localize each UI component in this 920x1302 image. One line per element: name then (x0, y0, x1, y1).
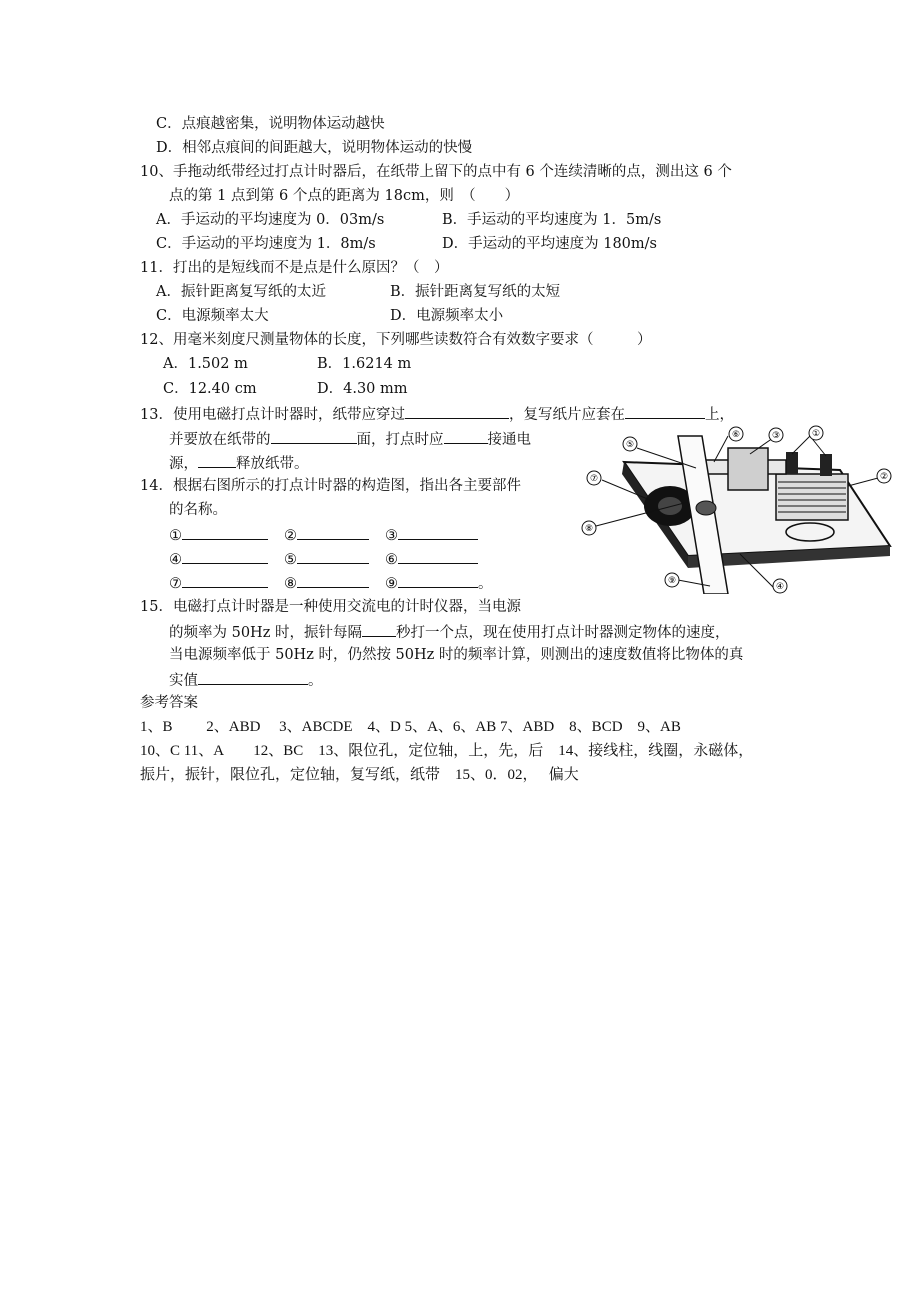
q14-num-2: ② (284, 528, 297, 544)
q14-blank-5[interactable] (297, 548, 369, 564)
answers-line3: 振片，振针，限位孔，定位轴，复写纸，纸带 15、0．02， 偏大 (140, 767, 579, 783)
q13-text-3: 上， (704, 407, 734, 423)
positioning-block (728, 448, 768, 490)
q10-option-c: C．手运动的平均速度为 1．8m/s (156, 236, 376, 252)
diagram-label-5: ⑤ (625, 440, 635, 450)
q12-option-a: A．1.502 m (163, 356, 248, 372)
q14-num-5: ⑤ (284, 552, 297, 568)
terminal-post-left (786, 452, 798, 474)
q14-num-9: ⑨ (385, 576, 398, 592)
coil (776, 474, 848, 520)
q14-blank-8[interactable] (297, 572, 369, 588)
q14-blank-4[interactable] (182, 548, 268, 564)
q10-stem-line2: 点的第 1 点到第 6 个点的距离为 18cm，则 （ ） (169, 188, 520, 204)
diagram-label-9: ⑨ (667, 576, 677, 586)
answers-line1: 1、B 2、ABD 3、ABCDE 4、D 5、A、6、AB 7、ABD 8、BCD 9、AB (140, 719, 681, 735)
carbon-paper-disc (696, 501, 716, 515)
q13-text-6: 接通电 (487, 432, 531, 448)
q15-text-5: 实值 (169, 673, 198, 689)
q15-line3: 当电源频率低于 50Hz 时，仍然按 50Hz 时的频率计算，则测出的速度数值将比物体的真 (169, 647, 744, 663)
q10-stem-line1: 10、手拖动纸带经过打点计时器后，在纸带上留下的点中有 6 个连续清晰的点，测出这 6 个 (140, 164, 732, 180)
q14-blank-7[interactable] (182, 572, 268, 588)
q13-line2 (169, 428, 531, 450)
diagram-label-7: ⑦ (589, 474, 599, 484)
q14-num-3: ③ (385, 528, 398, 544)
q11-option-b: B．振针距离复写纸的太短 (390, 284, 561, 300)
q13-blank-5[interactable] (198, 452, 236, 468)
q15-text-3: 秒打一个点，现在使用打点计时器测定物体的速度， (395, 625, 730, 641)
terminal-post-right (820, 454, 832, 476)
q14-num-7: ⑦ (169, 576, 182, 592)
diagram-label-4: ④ (775, 582, 785, 592)
q14-answers-row2 (169, 548, 478, 570)
q11-option-a: A．振针距离复写纸的太近 (156, 284, 326, 300)
q13-text-4: 并要放在纸带的 (169, 432, 271, 448)
q13-text-1: 13．使用电磁打点计时器时，纸带应穿过 (140, 407, 405, 423)
q15-blank-2[interactable] (198, 669, 308, 685)
q10-option-a: A．手运动的平均速度为 0．03m/s (156, 212, 385, 228)
q13-blank-4[interactable] (444, 428, 488, 444)
q14-stem-line2: 的名称。 (169, 502, 227, 518)
q14-num-4: ④ (169, 552, 182, 568)
q15-line1: 15．电磁打点计时器是一种使用交流电的计时仪器，当电源 (140, 599, 521, 615)
q11-stem: 11．打出的是短线而不是点是什么原因？（ ） (140, 260, 449, 276)
q13-line3 (169, 452, 309, 474)
q9-option-c: C．点痕越密集，说明物体运动越快 (156, 116, 385, 132)
q14-num-1: ① (169, 528, 182, 544)
q14-blank-9[interactable] (398, 572, 478, 588)
q14-answers-row1 (169, 524, 478, 546)
q11-option-d: D．电源频率太小 (390, 308, 504, 324)
q13-blank-1[interactable] (405, 403, 509, 419)
q12-stem: 12、用毫米刻度尺测量物体的长度，下列哪些读数符合有效数字要求（ ） (140, 332, 652, 348)
q14-blank-2[interactable] (297, 524, 369, 540)
q13-text-8: 释放纸带。 (236, 456, 309, 472)
answers-title: 参考答案 (140, 695, 198, 711)
diagram-label-6: ⑥ (731, 430, 741, 440)
q14-blank-3[interactable] (398, 524, 478, 540)
q13-text-7: 源， (169, 456, 198, 472)
q15-line4 (169, 669, 323, 691)
q14-num-8: ⑧ (284, 576, 297, 592)
q13-text-2: ，复写纸片应套在 (508, 407, 625, 423)
q15-blank-1[interactable] (362, 621, 396, 637)
q14-num-6: ⑥ (385, 552, 398, 568)
q10-option-d: D．手运动的平均速度为 180m/s (442, 236, 657, 252)
diagram-label-2: ② (879, 472, 889, 482)
q14-blank-6[interactable] (398, 548, 478, 564)
q12-option-d: D．4.30 mm (317, 381, 408, 397)
q14-answers-row3 (169, 572, 493, 594)
q15-text-2: 的频率为 50Hz 时，振针每隔 (169, 625, 362, 641)
q14-end-mark: 。 (478, 576, 493, 592)
q13-blank-2[interactable] (625, 403, 705, 419)
q12-option-c: C．12.40 cm (163, 381, 257, 397)
diagram-label-3: ③ (771, 431, 781, 441)
q9-option-d: D．相邻点痕间的间距越大，说明物体运动的快慢 (156, 140, 473, 156)
magnet-core (658, 497, 682, 515)
answers-line2: 10、C 11、A 12、BC 13、限位孔，定位轴，上，先，后 14、接线柱，线圈，永磁体， (140, 743, 754, 759)
q15-text-6: 。 (308, 673, 323, 689)
q10-option-b: B．手运动的平均速度为 1．5m/s (442, 212, 662, 228)
q13-text-5: 面，打点时应 (356, 432, 444, 448)
q13-blank-3[interactable] (271, 428, 357, 444)
ticker-timer-diagram (578, 422, 896, 594)
diagram-label-8: ⑧ (584, 524, 594, 534)
diagram-label-1: ① (811, 429, 821, 439)
q15-line2 (169, 621, 729, 643)
q12-option-b: B．1.6214 m (317, 356, 412, 372)
q11-option-c: C．电源频率太大 (156, 308, 269, 324)
q14-blank-1[interactable] (182, 524, 268, 540)
q14-stem-line1: 14．根据右图所示的打点计时器的构造图，指出各主要部件 (140, 478, 521, 494)
